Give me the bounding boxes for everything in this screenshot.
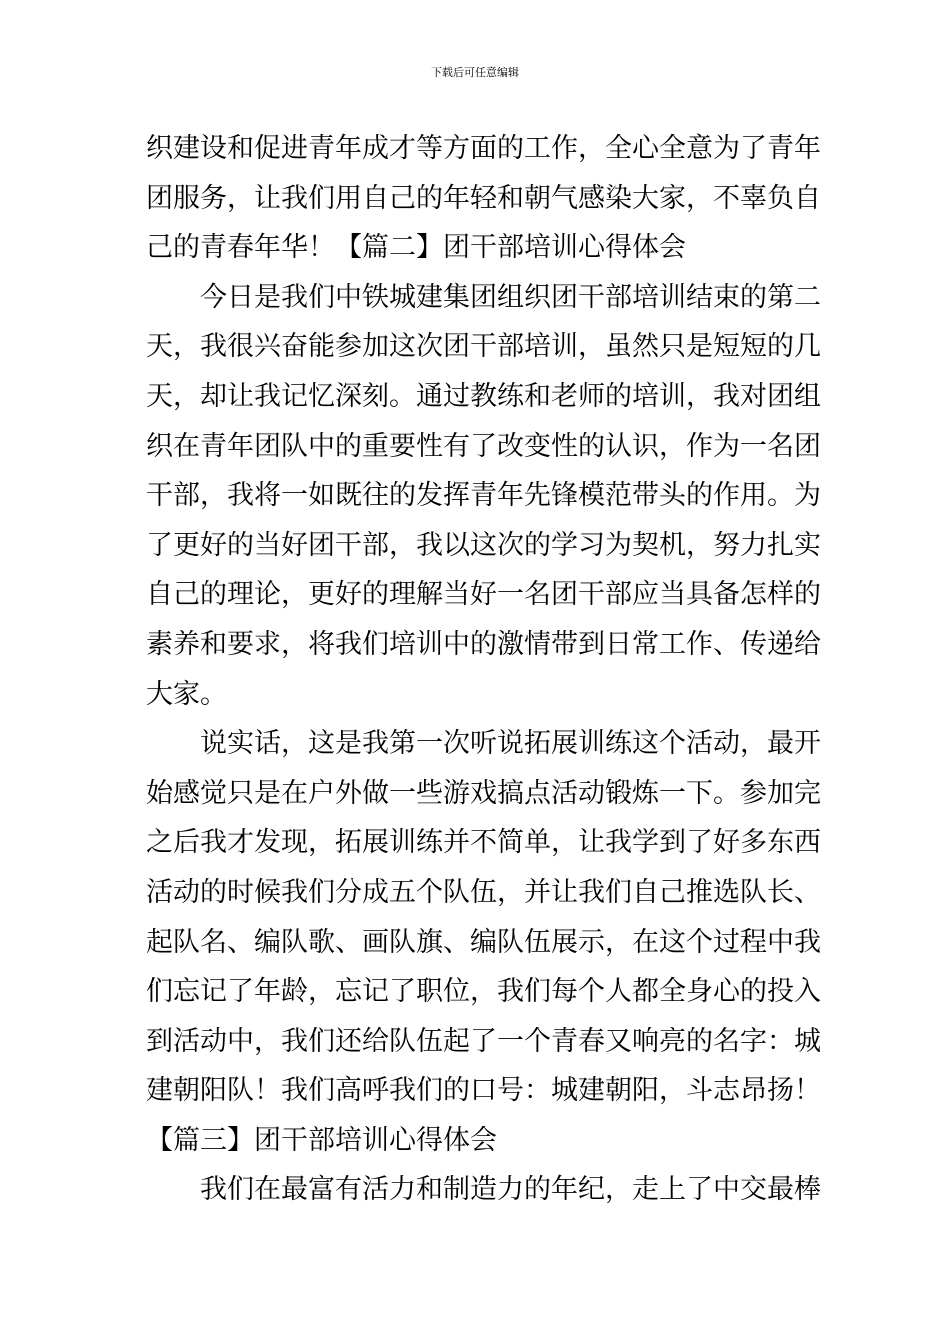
text-line: 天，我很兴奋能参加这次团干部培训，虽然只是短短的几 <box>146 331 821 363</box>
document-body <box>146 124 821 1215</box>
text-line: 自己的理论，更好的理解当好一名团干部应当具备怎样的 <box>146 579 821 611</box>
text-line: 今日是我们中铁城建集团组织团干部培训结束的第二 <box>146 281 821 313</box>
text-line: 活动的时候我们分成五个队伍，并让我们自己推选队长、 <box>146 876 821 908</box>
text-line: 我们在最富有活力和制造力的年纪，走上了中交最棒 <box>146 1174 821 1206</box>
text-line: 织在青年团队中的重要性有了改变性的认识，作为一名团 <box>146 430 821 462</box>
text-line: 素养和要求，将我们培训中的激情带到日常工作、传递给 <box>146 628 821 660</box>
text-line: 到活动中，我们还给队伍起了一个青春又响亮的名字：城 <box>146 1025 821 1057</box>
text-line: 团服务，让我们用自己的年轻和朝气感染大家，不辜负自 <box>146 182 821 214</box>
text-line: 干部，我将一如既往的发挥青年先锋模范带头的作用。为 <box>146 480 821 512</box>
text-line: 了更好的当好团干部，我以这次的学习为契机，努力扎实 <box>146 529 821 561</box>
text-line: 建朝阳队！我们高呼我们的口号：城建朝阳，斗志昂扬！ <box>146 1075 821 1107</box>
text-line: 【篇三】团干部培训心得体会 <box>146 1124 497 1156</box>
page-header-note: 下载后可任意编辑 <box>431 66 519 79</box>
text-line: 们忘记了年龄，忘记了职位，我们每个人都全身心的投入 <box>146 976 821 1008</box>
text-line: 己的青春年华！【篇二】团干部培训心得体会 <box>146 232 686 264</box>
text-line: 织建设和促进青年成才等方面的工作，全心全意为了青年 <box>146 133 821 164</box>
text-line: 起队名、编队歌、画队旗、编队伍展示，在这个过程中我 <box>146 926 821 958</box>
text-line: 说实话，这是我第一次听说拓展训练这个活动，最开 <box>146 728 821 760</box>
text-line: 之后我才发现，拓展训练并不简单，让我学到了好多东西 <box>146 827 821 859</box>
text-line: 天，却让我记忆深刻。通过教练和老师的培训，我对团组 <box>146 380 821 412</box>
text-line: 大家。 <box>146 678 227 710</box>
text-line: 始感觉只是在户外做一些游戏搞点活动锻炼一下。参加完 <box>146 777 821 809</box>
